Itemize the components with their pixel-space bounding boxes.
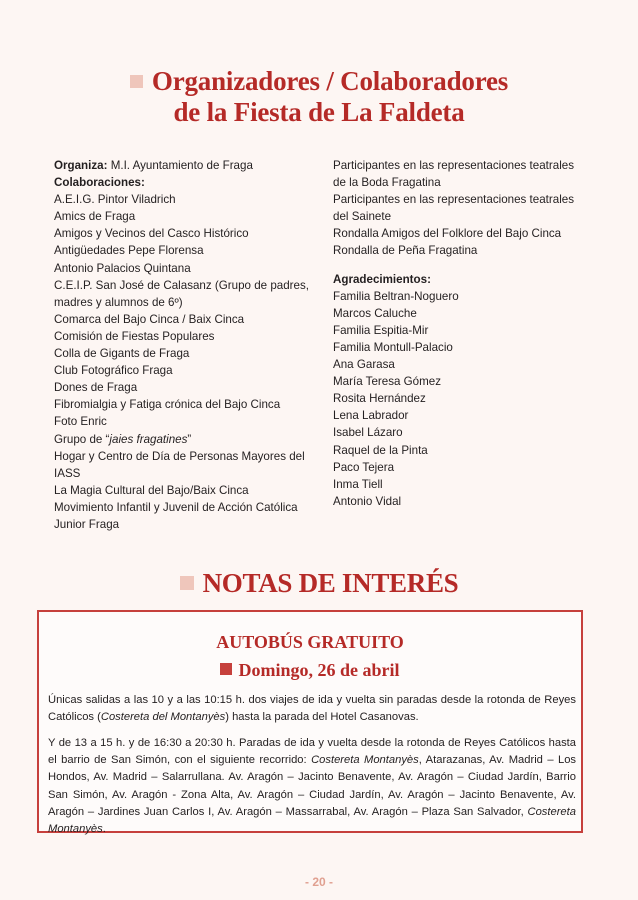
colaboraciones-label: Colaboraciones: [54,176,145,190]
list-item: Foto Enric [54,415,107,429]
list-item: Comarca del Bajo Cinca / Baix Cinca [54,312,245,326]
list-item: Rondalla de Peña Fragatina [333,244,478,258]
bus-paragraph-1: Únicas salidas a las 10 y a las 10:15 h. dos viajes de ida y vuelta sin paradas desde la rotonda de Reyes Católicos (Costereta del Montanyès) hasta la parada del Hotel Casanovas. [48,694,576,724]
thanks-item: Raquel de la Pinta [333,443,428,457]
thanks-item: Lena Labrador [333,409,409,423]
thanks-item: Paco Tejera [333,460,395,474]
thanks-item: Ana Garasa [333,358,395,372]
organiza-line [54,157,322,174]
bus-info-box [37,610,583,836]
notas-heading: NOTAS DE INTERÉS [0,568,638,599]
left-column [54,157,322,533]
list-item: Antigüedades Pepe Florensa [54,244,204,258]
thanks-item: Familia Montull-Palacio [333,340,453,354]
bus-paragraph-2: Y de 13 a 15 h. y de 16:30 a 20:30 h. Paradas de ida y vuelta desde la rotonda de Reyes Católicos hasta el barrio de San Simón, con el siguiente recorrido: Costereta Montanyès, Atarazanas, Av. Madrid – Los Hondos, Av. Madrid – Salarrullana. Av. Aragón – Jacinto Benavente, Av. Aragón – Ciudad Jardín, Barrio San Simón, Av. Aragón - Zona Alta, Av. Aragón – Ciudad Jardín, Av. Aragón – Jacinto Benavente, Av. Aragón – Jardines Juan Carlos I, Av. Aragón – Massarrabal, Av. Aragón – Plaza San Salvador, Costereta Montanyès. [48,737,577,836]
list-item: Dones de Fraga [54,381,138,395]
organiza-label: Organiza: [54,159,108,172]
agradecimientos-label: Agradecimientos: [333,272,431,286]
bus-date: Domingo, 26 de abril [39,660,581,681]
thanks-item: Antonio Vidal [333,494,402,508]
thanks-item: Isabel Lázaro [333,426,403,440]
thanks-item: María Teresa Gómez [333,375,442,389]
list-item-grupo: Grupo de “jaies fragatines” [54,432,192,446]
thanks-item: Familia Beltran-Noguero [333,289,459,303]
thanks-item: Marcos Caluche [333,306,417,320]
page-number: - 20 - [304,875,333,889]
list-item: Colla de Gigants de Fraga [54,347,190,361]
square-bullet-icon [130,75,143,88]
list-item: La Magia Cultural del Bajo/Baix Cinca [54,483,249,497]
list-item: Antonio Palacios Quintana [54,261,191,275]
page-heading [0,66,638,128]
heading-line-2: de la Fiesta de La Faldeta [173,97,465,127]
list-item: Movimiento Infantil y Juvenil de Acción Católica Junior Fraga [54,500,298,531]
list-item: Fibromialgia y Fatiga crónica del Bajo Cinca [54,398,281,412]
list-item: Hogar y Centro de Día de Personas Mayores del IASS [54,449,305,480]
thanks-item: Rosita Hernández [333,392,426,406]
list-item: Participantes en las representaciones teatrales de la Boda Fragatina [333,159,575,190]
list-item: Participantes en las representaciones teatrales del Sainete [333,193,575,224]
thanks-item: Inma Tiell [333,477,383,491]
spacer [333,260,585,271]
list-item: Amics de Fraga [54,210,136,224]
list-item: C.E.I.P. San José de Calasanz (Grupo de padres, madres y alumnos de 6º) [54,278,309,309]
heading-line-1: Organizadores / Colaboradores [0,66,638,97]
list-item: Comisión de Fiestas Populares [54,329,215,343]
right-column [333,157,585,510]
organiza-value: M.I. Ayuntamiento de Fraga [107,159,253,172]
list-item: Amigos y Vecinos del Casco Histórico [54,227,249,241]
list-item: Club Fotográfico Fraga [54,364,173,378]
bus-title: AUTOBÚS GRATUITO [216,632,404,652]
thanks-item: Familia Espitia-Mir [333,323,429,337]
square-bullet-icon [180,576,194,590]
square-bullet-icon [220,663,232,675]
list-item: Rondalla Amigos del Folklore del Bajo Cinca [333,227,562,241]
list-item: A.E.I.G. Pintor Viladrich [54,193,176,207]
